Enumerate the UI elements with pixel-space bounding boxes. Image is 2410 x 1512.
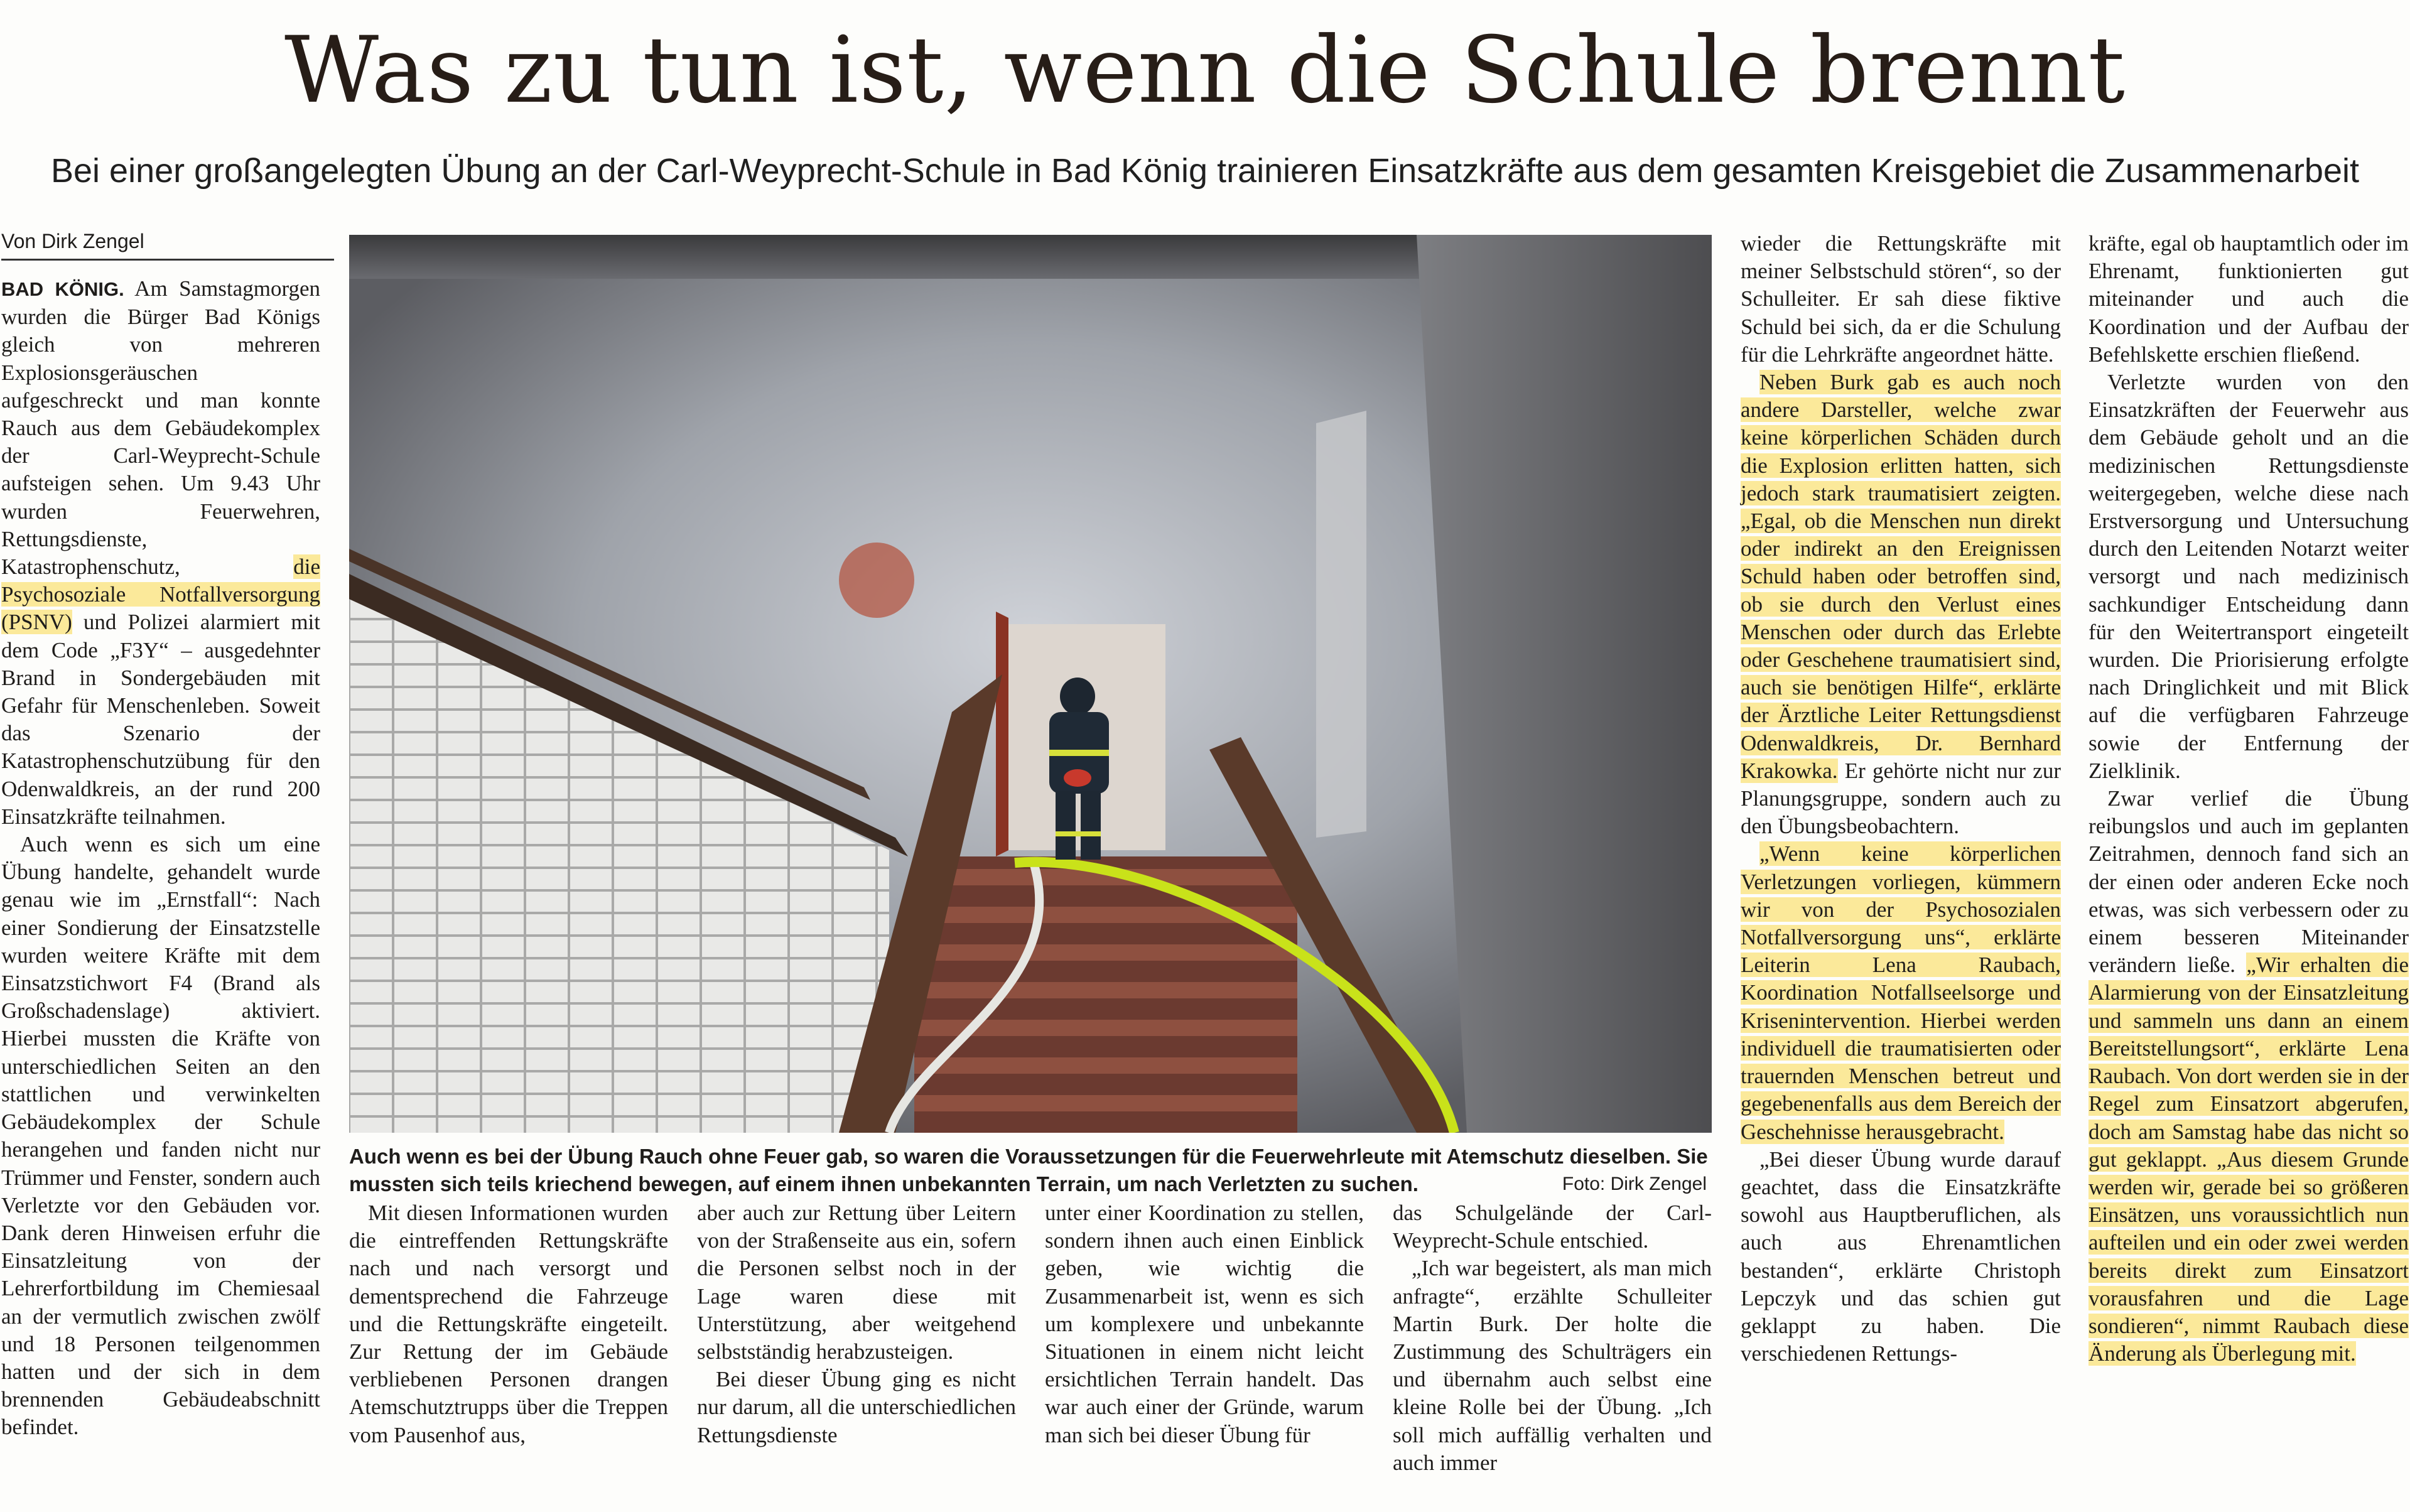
text-run: Am Samstagmorgen wurden die Bürger Bad Königs gleich von mehreren Explosionsgeräuschen aufgeschreckt und man konnte Rauch aus dem Gebäudekomplex der Carl-Weyprecht-Schule aufsteigen sehen. Um 9.43 Uhr wurden Feuerwehren, Rettungsdienste, Katastrophenschutz, [1,276,320,580]
paragraph [1741,369,2061,840]
highlighted-text: „Wir erhalten die Alarmierung von der Einsatzleitung und sammeln uns dann an einem Bereitstellungsort“, erklärte Lena Raubach. Von dort werden sie in der Regel zum Einsatzort abgerufen, doch am Samstag habe das nicht so gut geklappt. „Aus diesem Grunde werden wir, gerade bei so größeren Einsätzen, uns voraussichtlich nun aufteilen und ein oder zwei werden bereits direkt zum Einsatzort vorausfahren und die Lage sondieren“, nimmt Raubach diese Änderung als Überlegung mit. [2088,953,2409,1366]
article-column-5 [1393,1199,1712,1477]
subheadline: Bei einer großangelegten Übung an der Carl-Weyprecht-Schule in Bad König trainieren Einsatzkräfte aus dem gesamten Kreisgebiet die Zusammenarbeit [50,152,2359,190]
paragraph: kräfte, egal ob hauptamtlich oder im Ehrenamt, funktionierten gut miteinander und auch die Koordination und der Aufbau der Befehlskette erschien fließend. [2088,231,2409,367]
paragraph: unter einer Koordination zu stellen, sondern ihnen auch einen Einblick geben, wie wichtig die Zusammenarbeit ist, wenn es sich um komplexere und unbekannte Situationen in einem nicht leicht ersichtlichen Terrain handelt. Das war auch einer der Gründe, warum man sich bei dieser Übung für [1045,1201,1364,1447]
paragraph: das Schulgelände der Carl-Weyprecht-Schule entschied. [1393,1201,1712,1253]
paragraph: „Bei dieser Übung wurde darauf geachtet, dass die Einsatzkräfte sowohl aus Hauptberuflichen, als auch aus Ehrenamtlichen bestanden“, erklärte Christoph Lepczyk und das schien gut geklappt zu haben. Die verschiedenen Rettungs- [1741,1147,2061,1366]
photo-staircase-smoke [349,235,1712,1133]
headline: Was zu tun ist, wenn die Schule brennt [284,17,2126,124]
paragraph: Verletzte wurden von den Einsatzkräften der Feuerwehr aus dem Gebäude geholt und an die medizinischen Rettungsdienste weitergegeben, welche diese nach Erstversorgung und Untersuchung durch den Leitenden Notarzt weiter versorgt und nach medizinisch sachkundiger Entscheidung dann für den Weitertransport eingeteilt wurden. Die Priorisierung erfolgte nach Dringlichkeit und mit Blick auf die verfügbaren Fahrzeuge sowie der Entfernung der Zielklinik. [2088,370,2409,783]
article-photo [349,235,1712,1133]
highlighted-text: „Wenn keine körperlichen Verletzungen vorliegen, kümmern wir von der Psychosozialen Notfallversorgung uns“, erklärte Leiterin Lena Raubach, Koordination Notfallseelsorge und Krisenintervention. Hierbei werden individuell die traumatisierten oder trauernden Menschen betreut und gegebenenfalls aus dem Bereich der Geschehnisse herausgebracht. [1741,841,2061,1144]
article-column-7 [2088,230,2409,1368]
highlighted-text: Neben Burk gab es auch noch andere Darsteller, welche zwar keine körperlichen Schäden durch die Explosion erlitten hatten, sich jedoch stark traumatisiert zeigten. „Egal, ob die Menschen nun direkt oder indirekt an den Ereignissen Schuld haben oder betroffen sind, ob sie durch den Verlust eines Menschen oder durch das Erlebte oder Geschehene traumatisiert sind, auch sie benötigen Hilfe“, erklärte der Ärztliche Leiter Rettungsdienst Odenwaldkreis, Dr. Bernhard Krakowka. [1741,370,2061,783]
paragraph [1741,840,2061,1145]
article-column-1 [1,275,320,1442]
paragraph [1,275,320,831]
text-run: und Polizei alarmiert mit dem Code „F3Y“ – ausgedehnter Brand in Sondergebäuden mit Gefahr für Menschenleben. Soweit das Szenario der Katastrophenschutzübung für den Odenwaldkreis, an der rund 200 Einsatzkräfte teilnahmen. [1,610,320,829]
paragraph: wieder die Rettungskräfte mit meiner Selbstschuld stören“, so der Schulleiter. Er sah diese fiktive Schuld bei sich, da er die Schulung für die Lehrkräfte angeordnet hätte. [1741,231,2061,367]
text-run: Zwar verlief die Übung reibungslos und auch im geplanten Zeitrahmen, dennoch fand sich an der einen oder anderen Ecke noch etwas, was sich verbessern oder zu einem besseren Miteinander verändern ließe. [2088,786,2409,978]
byline: Von Dirk Zengel [1,227,334,261]
highlighted-text: die Psychosoziale Notfallversorgung (PSNV) [1,554,320,635]
paragraph: aber auch zur Rettung über Leitern von der Straßenseite aus ein, sofern die Personen selbst noch in der Lage waren diese mit Unterstützung, aber weitgehend selbstständig herabzusteigen. [697,1201,1016,1364]
paragraph: Mit diesen Informationen wurden die eintreffenden Rettungskräfte nach und nach versorgt und dementsprechend die Fahrzeuge und die Rettungskräfte eingeteilt. Zur Rettung der im Gebäude verbliebenen Personen drangen Atemschutztrupps über die Treppen vom Pausenhof aus, [349,1201,668,1447]
photo-credit: Foto: Dirk Zengel [1562,1174,1707,1194]
paragraph: „Ich war begeistert, als man mich anfragte“, erzählte Schulleiter Martin Burk. Der holte die Zustimmung des Schulträgers ein und übernahm auch selbst eine kleine Rolle bei der Übung. „Ich soll mich auffällig verhalten und auch immer [1393,1256,1712,1475]
article-column-4 [1045,1199,1364,1449]
article-column-6 [1741,230,2061,1368]
article-column-2 [349,1199,668,1449]
paragraph: Bei dieser Übung ging es nicht nur darum, all die unterschiedlichen Rettungsdienste [697,1367,1016,1447]
dateline: BAD KÖNIG. [1,278,124,300]
paragraph [2088,785,2409,1368]
caption-text: Auch wenn es bei der Übung Rauch ohne Feuer gab, so waren die Voraussetzungen für die Feuerwehrleute mit Atemschutz dieselben. Sie mussten sich teils kriechend bewegen, auf einem ihnen unbekannten Terrain, um nach Verletzten zu suchen. [349,1145,1708,1196]
text-run: Er gehörte nicht nur zur Planungsgruppe, sondern auch zu den Übungsbeobachtern. [1741,758,2061,839]
article-column-3 [697,1199,1016,1449]
paragraph: Auch wenn es sich um eine Übung handelte, gehandelt wurde genau wie im „Ernstfall“: Nach einer Sondierung der Einsatzstelle wurden weitere Kräfte mit dem Einsatzstichwort F4 (Brand als Großschadenslage) aktiviert. Hierbei mussten die Kräfte von unterschiedlichen Seiten an den stattlichen und verwinkelten Gebäudekomplex der Schule herangehen und fanden nicht nur Trümmer und Fenster, sondern auch Verletzte vor den Gebäuden vor. Dank deren Hinweisen erfuhr die Einsatzleitung von der Lehrerfortbildung im Chemiesaal an der vermutlich zwischen zwölf und 18 Personen teilgenommen hatten und der sich in dem brennenden Gebäudeabschnitt befindet. [1,832,320,1440]
photo-caption [349,1143,1712,1198]
